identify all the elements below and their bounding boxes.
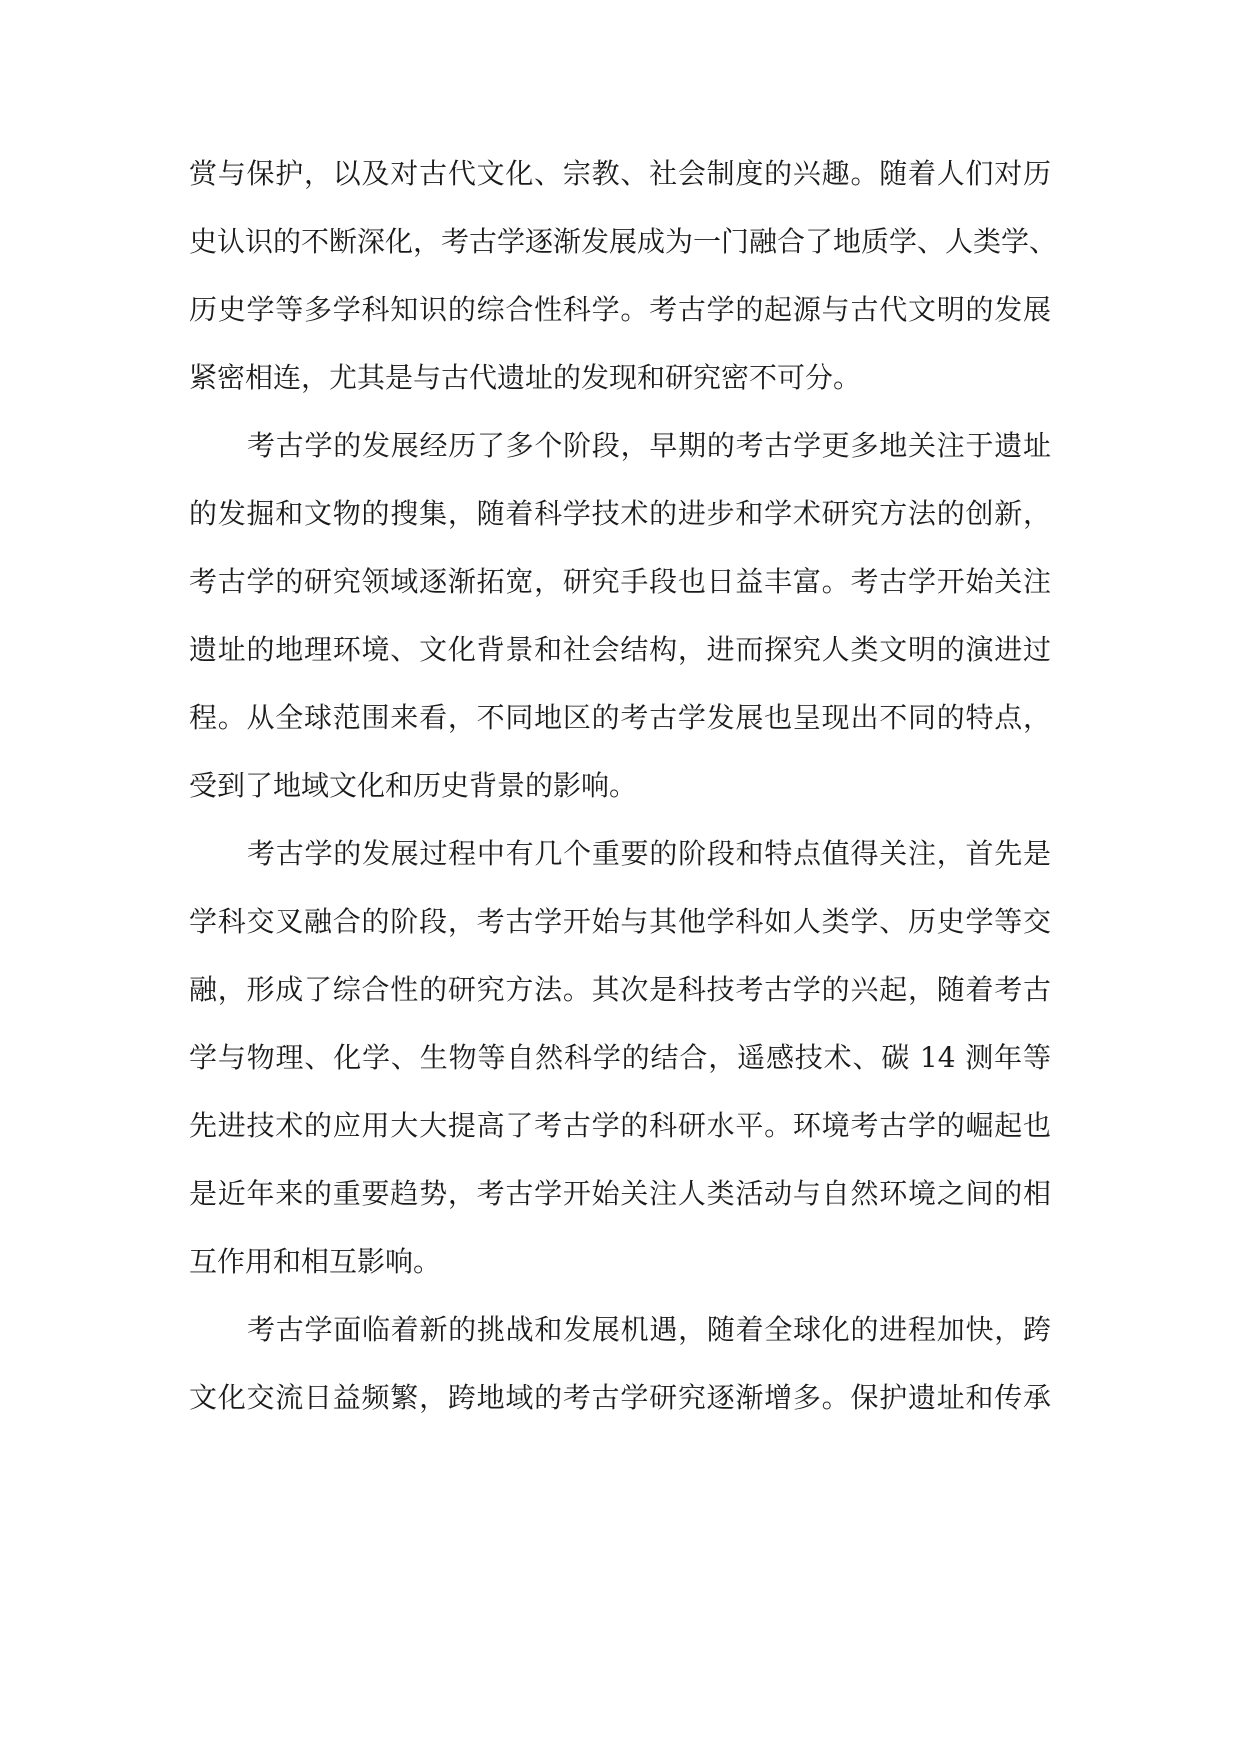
text-line: 考古学的发展过程中有几个重要的阶段和特点值得关注，首先是 [247,837,1051,870]
text-line: 考古学面临着新的挑战和发展机遇，随着全球化的进程加快，跨 [247,1313,1051,1346]
text-line: 互作用和相互影响。 [189,1245,442,1278]
text-line: 考古学的发展经历了多个阶段，早期的考古学更多地关注于遗址 [247,429,1051,462]
paragraph-2 [189,412,1051,820]
text-line: 程。从全球范围来看，不同地区的考古学发展也呈现出不同的特点， [189,701,1051,734]
text-line: 遗址的地理环境、文化背景和社会结构，进而探究人类文明的演进过 [189,633,1051,666]
text-line: 学科交叉融合的阶段，考古学开始与其他学科如人类学、历史学等交 [189,905,1051,938]
text-line: 受到了地域文化和历史背景的影响。 [189,769,638,802]
text-line: 历史学等多学科知识的综合性科学。考古学的起源与古代文明的发展 [189,293,1051,326]
paragraph-3 [189,820,1051,1296]
paragraph-1 [189,140,1058,412]
paragraph-4 [189,1296,1051,1432]
text-line: 史认识的不断深化，考古学逐渐发展成为一门融合了地质学、人类学、 [189,225,1058,258]
text-line: 紧密相连，尤其是与古代遗址的发现和研究密不可分。 [189,361,862,394]
text-line: 的发掘和文物的搜集，随着科学技术的进步和学术研究方法的创新， [189,497,1051,530]
text-line: 是近年来的重要趋势，考古学开始关注人类活动与自然环境之间的相 [189,1177,1051,1210]
text-line: 融，形成了综合性的研究方法。其次是科技考古学的兴起，随着考古 [189,973,1051,1006]
text-line: 学与物理、化学、生物等自然科学的结合，遥感技术、碳 14 测年等 [189,1041,1051,1074]
text-line: 文化交流日益频繁，跨地域的考古学研究逐渐增多。保护遗址和传承 [189,1381,1051,1414]
text-line: 赏与保护，以及对古代文化、宗教、社会制度的兴趣。随着人们对历 [189,157,1051,190]
body-text [189,140,1058,1432]
text-line: 考古学的研究领域逐渐拓宽，研究手段也日益丰富。考古学开始关注 [189,565,1051,598]
text-line: 先进技术的应用大大提高了考古学的科研水平。环境考古学的崛起也 [189,1109,1051,1142]
